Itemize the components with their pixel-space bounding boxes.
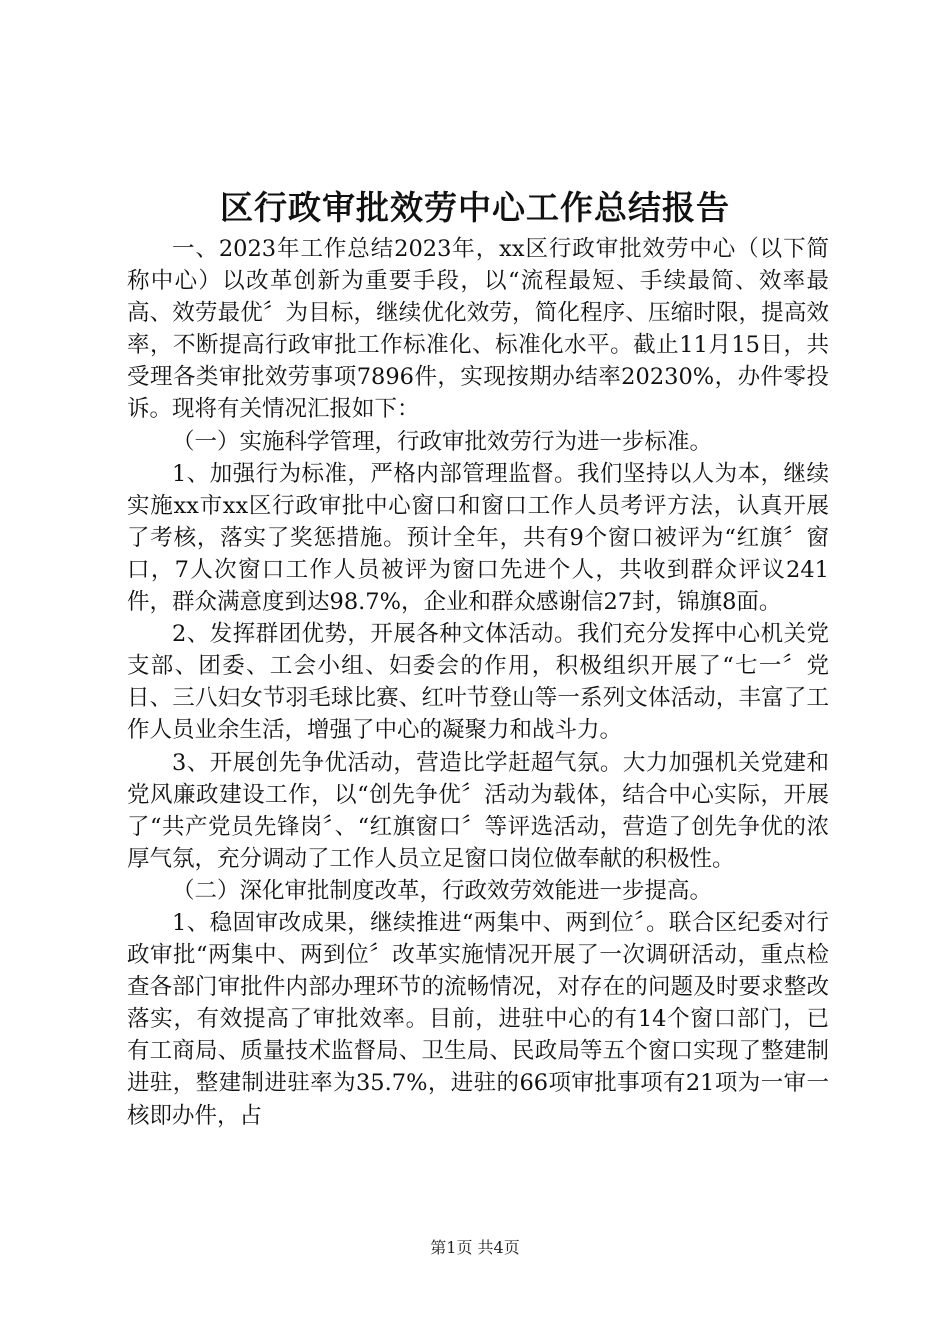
section-heading-2: （二）深化审批制度改革，行政效劳效能进一步提高。	[172, 877, 713, 904]
paragraph-2-1: 1、稳固审改成果，继续推进“两集中、两到位〞。联合区纪委对行政审批“两集中、两到位〞改革实施情况开展了一次调研活动，重点检查各部门审批件内部办理环节的流畅情况，对存在的问题及时要求整改落实，有效提高了审批效率。目前，进驻中心的有14个窗口部门，已有工商局、质量技术监督局、卫生局、民政局等五个窗口实现了整建制进驻，整建制进驻率为35.7%，进驻的66项审批事项有21项为一审一核即办件，占	[127, 909, 829, 1129]
paragraph-1-1: 1、加强行为标准，严格内部管理监督。我们坚持以人为本，继续实施xx市xx区行政审批中心窗口和窗口工作人员考评方法，认真开展了考核，落实了奖惩措施。预计全年，共有9个窗口被评为“红旗〞窗口，7人次窗口工作人员被评为窗口先进个人，共收到群众评议241件，群众满意度到达98.7%，企业和群众感谢信27封，锦旗8面。	[127, 460, 829, 616]
paragraph-1-2: 2、发挥群团优势，开展各种文体活动。我们充分发挥中心机关党支部、团委、工会小组、妇委会的作用，积极组织开展了“七一〞党日、三八妇女节羽毛球比赛、红叶节登山等一系列文体活动，丰富了工作人员业余生活，增强了中心的凝聚力和战斗力。	[127, 621, 829, 744]
paragraph-1-3: 3、开展创先争优活动，营造比学赶超气氛。大力加强机关党建和党风廉政建设工作，以“创先争优〞活动为载体，结合中心实际，开展了“共产党员先锋岗〞、“红旗窗口〞等评选活动，营造了创先争优的浓厚气氛，充分调动了工作人员立足窗口岗位做奉献的积极性。	[127, 749, 829, 872]
document-body	[127, 233, 829, 1132]
document-title: 区行政审批效劳中心工作总结报告	[220, 188, 730, 227]
section-heading-1: （一）实施科学管理，行政审批效劳行为进一步标准。	[172, 428, 713, 455]
paragraph-intro: 一、2023年工作总结2023年，xx区行政审批效劳中心（以下简称中心）以改革创新为重要手段，以“流程最短、手续最简、效率最高、效劳最优〞为目标，继续优化效劳，简化程序、压缩时限，提高效率，不断提高行政审批工作标准化、标准化水平。截止11月15日，共受理各类审批效劳事项7896件，实现按期办结率20230%，办件零投诉。现将有关情况汇报如下：	[127, 236, 829, 423]
page-footer: 第1页 共4页	[430, 1238, 520, 1257]
